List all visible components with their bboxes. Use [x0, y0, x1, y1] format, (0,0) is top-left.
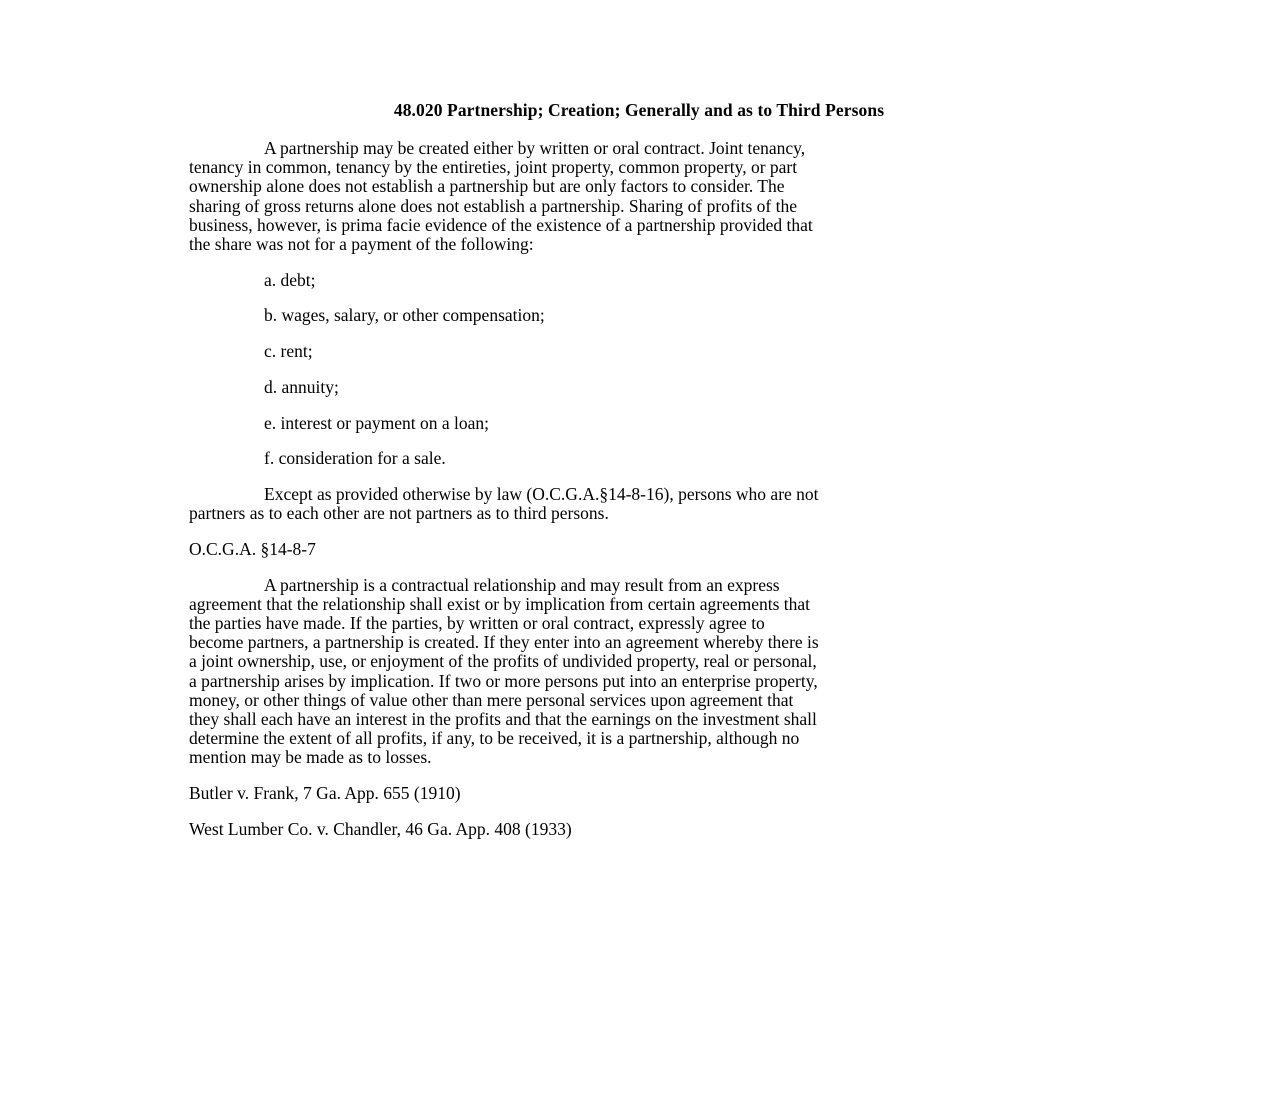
intro-line: sharing of gross returns alone does not establish a partnership. Sharing of profits of the — [189, 195, 797, 216]
list-item-debt: a. debt; — [264, 269, 316, 290]
relationship-line: mention may be made as to losses. — [189, 747, 432, 768]
relationship-line: the parties have made. If the parties, by written or oral contract, expressly agree to — [189, 612, 765, 633]
relationship-line: a partnership arises by implication. If two or more persons put into an enterprise property, — [189, 670, 818, 691]
list-item-rent: c. rent; — [264, 341, 313, 362]
relationship-paragraph — [189, 576, 1089, 768]
statute-citation: O.C.G.A. §14-8-7 — [189, 538, 316, 559]
relationship-line: a joint ownership, use, or enjoyment of the profits of undivided property, real or personal, — [189, 651, 817, 672]
intro-line: the share was not for a payment of the following: — [189, 234, 534, 255]
relationship-line: money, or other things of value other than mere personal services upon agreement that — [189, 689, 794, 710]
relationship-line: determine the extent of all profits, if any, to be received, it is a partnership, although no — [189, 728, 800, 749]
list-item-annuity: d. annuity; — [264, 376, 339, 397]
list-item-interest: e. interest or payment on a loan; — [264, 412, 489, 433]
except-line: partners as to each other are not partners as to third persons. — [189, 503, 609, 524]
intro-line: ownership alone does not establish a partnership but are only factors to consider. The — [189, 176, 785, 197]
case-citation-west-lumber: West Lumber Co. v. Chandler, 46 Ga. App. 408 (1933) — [189, 818, 572, 839]
case-citation-butler: Butler v. Frank, 7 Ga. App. 655 (1910) — [189, 783, 461, 804]
relationship-line: they shall each have an interest in the profits and that the earnings on the investment shall — [189, 708, 817, 729]
intro-line: business, however, is prima facie evidence of the existence of a partnership provided that — [189, 214, 813, 235]
list-item-consideration: f. consideration for a sale. — [264, 448, 446, 469]
document-title: 48.020 Partnership; Creation; Generally and as to Third Persons — [393, 100, 885, 120]
relationship-line: become partners, a partnership is created. If they enter into an agreement whereby there is — [189, 632, 819, 653]
intro-line: A partnership may be created either by written or oral contract. Joint tenancy, — [264, 138, 806, 158]
intro-line: tenancy in common, tenancy by the entireties, joint property, common property, or part — [189, 157, 798, 178]
relationship-line: agreement that the relationship shall exist or by implication from certain agreements that — [189, 593, 811, 614]
list-item-wages: b. wages, salary, or other compensation; — [264, 305, 545, 326]
relationship-line: A partnership is a contractual relationship and may result from an express — [264, 574, 780, 595]
intro-paragraph — [189, 139, 1089, 254]
except-paragraph — [189, 485, 1089, 523]
except-line: Except as provided otherwise by law (O.C.G.A.§14-8-16), persons who are not — [264, 483, 819, 504]
document-page — [189, 99, 1089, 839]
